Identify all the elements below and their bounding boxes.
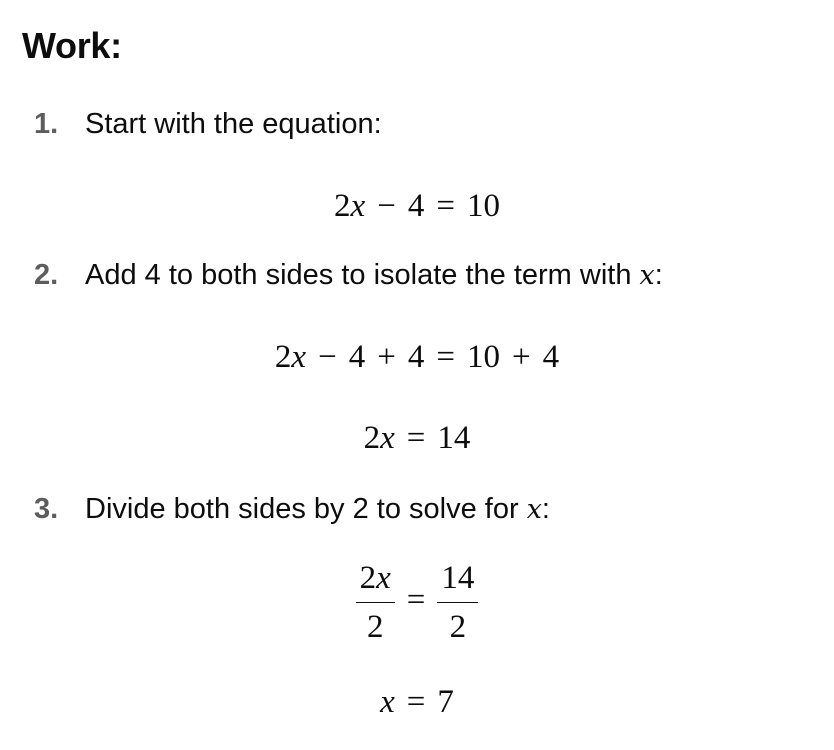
equation-lhs: 2x − 4 bbox=[334, 188, 425, 224]
equation-operator: = bbox=[436, 188, 455, 224]
equation-lhs: 2x − 4 + 4 bbox=[274, 339, 425, 375]
equation-rhs: 10 + 4 bbox=[466, 339, 560, 375]
equation-operator: = bbox=[406, 684, 426, 720]
equation-rhs: 10 bbox=[466, 188, 500, 224]
equation-5 bbox=[0, 682, 834, 722]
equation-2 bbox=[0, 337, 834, 377]
fraction-numerator: 14 bbox=[437, 560, 478, 603]
equation-lhs: x bbox=[380, 684, 395, 720]
step-number: 3. bbox=[34, 493, 59, 525]
fraction-denominator: 2 bbox=[449, 609, 467, 645]
section-heading: Work: bbox=[22, 25, 122, 66]
equation-rhs: 14 bbox=[437, 420, 471, 456]
equation-rhs: 7 bbox=[437, 684, 454, 720]
equation-operator: = bbox=[436, 339, 455, 375]
fraction-numerator: 2x bbox=[356, 560, 395, 603]
step-text: Divide both sides by 2 to solve for x: bbox=[85, 493, 550, 525]
equation-operator: = bbox=[406, 420, 426, 456]
step-text: Add 4 to both sides to isolate the term with x: bbox=[85, 259, 663, 291]
equation-4 bbox=[0, 560, 834, 645]
step-text: Start with the equation: bbox=[85, 108, 382, 140]
math-variable: x bbox=[526, 494, 542, 525]
fraction-rhs bbox=[437, 560, 478, 645]
fraction-denominator: 2 bbox=[366, 609, 384, 645]
step-number: 1. bbox=[34, 108, 59, 140]
equation-3 bbox=[0, 418, 834, 458]
equation-operator: = bbox=[406, 582, 426, 619]
step-number: 2. bbox=[34, 259, 59, 291]
fraction-lhs bbox=[356, 560, 395, 645]
equation-lhs: 2x bbox=[363, 420, 395, 456]
equation-1 bbox=[0, 186, 834, 226]
math-variable: x bbox=[639, 260, 655, 291]
